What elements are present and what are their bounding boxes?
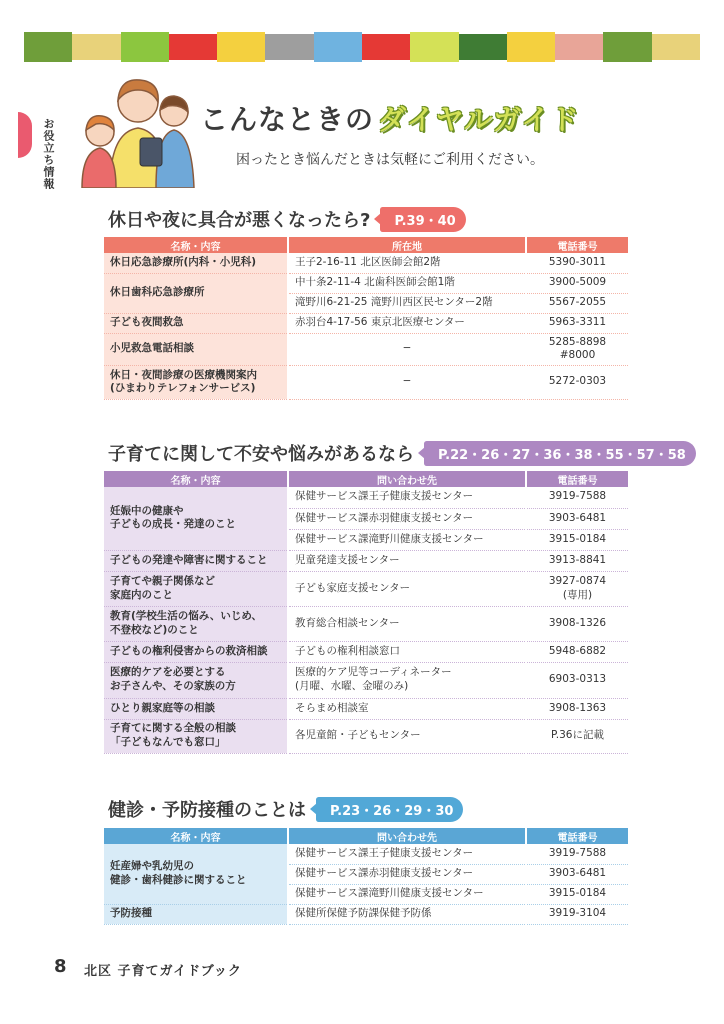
entry-name: 休日歯科応急診療所 bbox=[104, 273, 288, 313]
entry-name: 予防接種 bbox=[104, 904, 288, 924]
entry-contact: 王子2-16-11 北区医師会館2階 bbox=[288, 253, 526, 273]
entry-contact: 子ども家庭支援センター bbox=[288, 571, 526, 606]
table-row bbox=[104, 571, 628, 606]
entry-name: 教育(学校生活の悩み、いじめ、 不登校など)のこと bbox=[104, 606, 288, 641]
emergency-table bbox=[104, 237, 628, 400]
footer-title: 北区 子育てガイドブック bbox=[84, 964, 242, 979]
entry-tel: P.36に記載 bbox=[526, 719, 628, 753]
parenting-support-table bbox=[104, 471, 628, 754]
col-header-address: 所在地 bbox=[288, 237, 526, 253]
table-row bbox=[104, 313, 628, 333]
entry-contact: 保健サービス課赤羽健康支援センター bbox=[288, 864, 526, 884]
strip-block bbox=[24, 32, 72, 62]
entry-contact: 児童発達支援センター bbox=[288, 550, 526, 571]
entry-tel: 3908-1326 bbox=[526, 606, 628, 641]
entry-contact: 赤羽台4-17-56 東京北医療センター bbox=[288, 313, 526, 333]
entry-contact: 保健サービス課滝野川健康支援センター bbox=[288, 529, 526, 550]
entry-contact: 保健サービス課滝野川健康支援センター bbox=[288, 884, 526, 904]
col-header-contact: 問い合わせ先 bbox=[288, 471, 526, 487]
entry-tel: 3915-0184 bbox=[526, 529, 628, 550]
title-accent: ダイヤルガイド bbox=[378, 103, 580, 136]
entry-contact: 保健サービス課王子健康支援センター bbox=[288, 487, 526, 508]
strip-block bbox=[410, 32, 458, 62]
entry-contact: 保健サービス課赤羽健康支援センター bbox=[288, 508, 526, 529]
entry-contact: 医療的ケア児等コーディネーター (月曜、水曜、金曜のみ) bbox=[288, 662, 526, 698]
table-row bbox=[104, 844, 628, 864]
entry-tel: 5272-0303 bbox=[526, 365, 628, 399]
col-header-tel: 電話番号 bbox=[526, 471, 628, 487]
entry-tel: 3919-7588 bbox=[526, 844, 628, 864]
subtitle: 困ったとき悩んだときは気軽にご利用ください。 bbox=[236, 152, 544, 168]
entry-tel: 5390-3011 bbox=[526, 253, 628, 273]
col-header-tel: 電話番号 bbox=[526, 828, 628, 844]
entry-name: 妊娠中の健康や 子どもの成長・発達のこと bbox=[104, 487, 288, 550]
entry-contact: 保健所保健予防課保健予防係 bbox=[288, 904, 526, 924]
entry-contact: 教育総合相談センター bbox=[288, 606, 526, 641]
entry-name: ひとり親家庭等の相談 bbox=[104, 698, 288, 719]
entry-name: 小児救急電話相談 bbox=[104, 333, 288, 365]
strip-block bbox=[652, 34, 700, 60]
table-row bbox=[104, 550, 628, 571]
table-row bbox=[104, 904, 628, 924]
table-row bbox=[104, 641, 628, 662]
entry-name: 医療的ケアを必要とする お子さんや、その家族の方 bbox=[104, 662, 288, 698]
entry-contact: 各児童館・子どもセンター bbox=[288, 719, 526, 753]
title-main: こんなときの bbox=[200, 103, 375, 136]
table-row bbox=[104, 698, 628, 719]
family-illustration bbox=[70, 72, 200, 188]
strip-block bbox=[459, 34, 507, 60]
entry-tel: 3903-6481 bbox=[526, 508, 628, 529]
entry-name: 子ども夜間救急 bbox=[104, 313, 288, 333]
entry-name: 休日・夜間診療の医療機関案内 (ひまわりテレフォンサービス) bbox=[104, 365, 288, 399]
entry-name: 子育てに関する全般の相談 「子どもなんでも窓口」 bbox=[104, 719, 288, 753]
entry-contact: 子どもの権利相談窓口 bbox=[288, 641, 526, 662]
entry-tel: 6903-0313 bbox=[526, 662, 628, 698]
page-number: 8 bbox=[54, 956, 67, 977]
strip-block bbox=[72, 34, 120, 60]
entry-contact: − bbox=[288, 365, 526, 399]
section-heading-1 bbox=[108, 206, 466, 232]
page-title bbox=[200, 98, 579, 138]
col-header-name: 名称・内容 bbox=[104, 237, 288, 253]
section-3-heading-text: 健診・予防接種のことは bbox=[108, 800, 306, 821]
entry-tel: 5963-3311 bbox=[526, 313, 628, 333]
strip-block bbox=[507, 32, 555, 62]
color-strip bbox=[24, 32, 700, 62]
entry-name: 子どもの発達や障害に関すること bbox=[104, 550, 288, 571]
table-row bbox=[104, 273, 628, 293]
section-1-page-ref: P.39・40 bbox=[380, 207, 465, 232]
section-2-page-ref: P.22・26・27・36・38・55・57・58 bbox=[424, 441, 696, 466]
entry-name: 休日応急診療所(内科・小児科) bbox=[104, 253, 288, 273]
checkup-vaccination-table bbox=[104, 828, 628, 925]
table-row bbox=[104, 253, 628, 273]
table-row bbox=[104, 333, 628, 365]
col-header-name: 名称・内容 bbox=[104, 828, 288, 844]
entry-contact: 滝野川6-21-25 滝野川西区民センター2階 bbox=[288, 293, 526, 313]
entry-tel: 5285-8898 #8000 bbox=[526, 333, 628, 365]
entry-tel: 3919-7588 bbox=[526, 487, 628, 508]
col-header-contact: 問い合わせ先 bbox=[288, 828, 526, 844]
strip-block bbox=[314, 32, 362, 62]
entry-contact: 保健サービス課王子健康支援センター bbox=[288, 844, 526, 864]
side-tab bbox=[18, 112, 32, 158]
entry-tel: 3919-3104 bbox=[526, 904, 628, 924]
table-row bbox=[104, 662, 628, 698]
col-header-tel: 電話番号 bbox=[526, 237, 628, 253]
section-3-page-ref: P.23・26・29・30 bbox=[316, 797, 463, 822]
table-row bbox=[104, 719, 628, 753]
entry-name: 妊産婦や乳幼児の 健診・歯科健診に関すること bbox=[104, 844, 288, 904]
section-2-heading-text: 子育てに関して不安や悩みがあるなら bbox=[108, 444, 414, 465]
entry-tel: 3915-0184 bbox=[526, 884, 628, 904]
entry-tel: 3913-8841 bbox=[526, 550, 628, 571]
entry-contact: そらまめ相談室 bbox=[288, 698, 526, 719]
entry-tel: 5948-6882 bbox=[526, 641, 628, 662]
section-heading-3 bbox=[108, 796, 463, 822]
entry-tel: 3903-6481 bbox=[526, 864, 628, 884]
section-1-heading-text: 休日や夜に具合が悪くなったら? bbox=[108, 210, 371, 231]
strip-block bbox=[169, 34, 217, 60]
col-header-name: 名称・内容 bbox=[104, 471, 288, 487]
section-heading-2 bbox=[108, 440, 696, 466]
entry-tel: 3900-5009 bbox=[526, 273, 628, 293]
entry-tel: 5567-2055 bbox=[526, 293, 628, 313]
side-label: お役立ち情報 bbox=[42, 118, 55, 190]
table-row bbox=[104, 487, 628, 508]
entry-tel: 3908-1363 bbox=[526, 698, 628, 719]
entry-tel: 3927-0874 (専用) bbox=[526, 571, 628, 606]
strip-block bbox=[603, 32, 651, 62]
strip-block bbox=[555, 34, 603, 60]
entry-name: 子どもの権利侵害からの救済相談 bbox=[104, 641, 288, 662]
entry-contact: 中十条2-11-4 北歯科医師会館1階 bbox=[288, 273, 526, 293]
strip-block bbox=[121, 32, 169, 62]
entry-contact: − bbox=[288, 333, 526, 365]
strip-block bbox=[362, 34, 410, 60]
entry-name: 子育てや親子関係など 家庭内のこと bbox=[104, 571, 288, 606]
table-row bbox=[104, 606, 628, 641]
strip-block bbox=[265, 34, 313, 60]
table-row bbox=[104, 365, 628, 399]
strip-block bbox=[217, 32, 265, 62]
